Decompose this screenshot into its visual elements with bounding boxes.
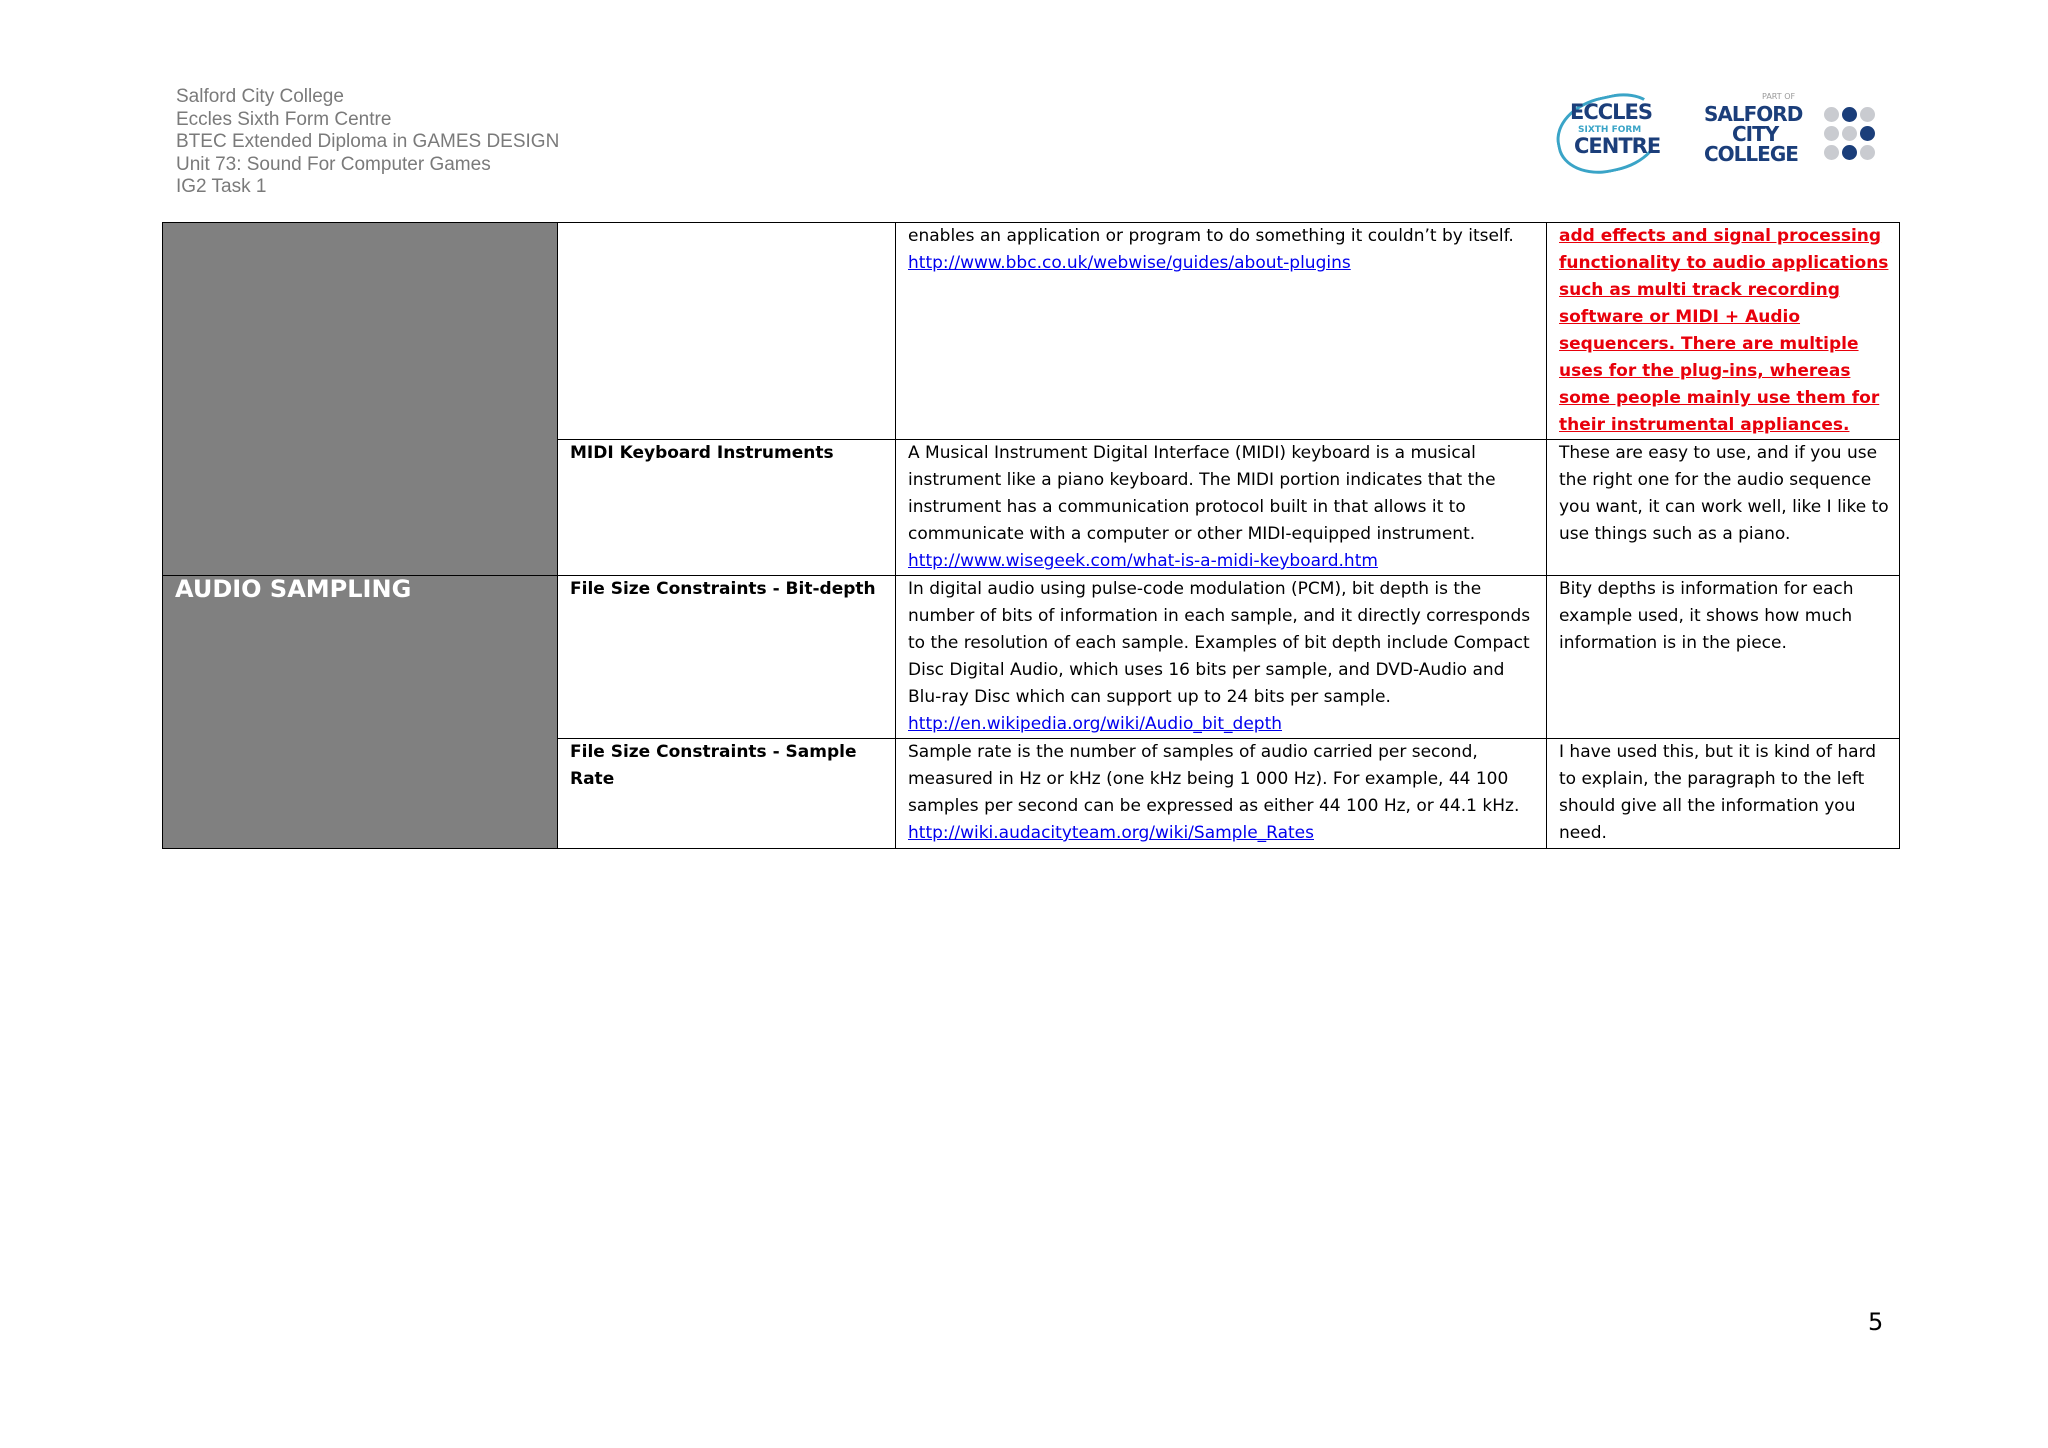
topic-cell: File Size Constraints - Bit-depth: [558, 576, 896, 739]
header-college: Salford City College: [176, 86, 344, 107]
topic-cell: File Size Constraints - Sample Rate: [558, 739, 896, 849]
content-table: [162, 222, 1900, 849]
reference-link[interactable]: http://www.bbc.co.uk/webwise/guides/about-plugins: [908, 253, 1351, 273]
topic-cell: [558, 223, 896, 440]
reference-link[interactable]: http://www.wisegeek.com/what-is-a-midi-keyboard.htm: [908, 551, 1378, 571]
document-header: [176, 86, 559, 199]
dot-icon: [1860, 126, 1875, 141]
page-number: 5: [1868, 1308, 1884, 1336]
table-row: [163, 223, 1900, 440]
dot-icon: [1824, 145, 1839, 160]
dot-icon: [1842, 145, 1857, 160]
red-note: add effects and signal processing functionality to audio applications such as multi track recording software or MIDI + Audio sequencers. There are multiple uses for the plug-ins, whereas some people mainly use them for their instrumental appliances.: [1559, 226, 1889, 435]
description-cell: In digital audio using pulse-code modulation (PCM), bit depth is the number of bits of information in each sample, and it directly corresponds to the resolution of each sample. Examples of bit depth include Compact Disc Digital Audio, which uses 16 bits per sample, and DVD-Audio and Blu-ray Disc which can support up to 24 bits per sample. http://en.wikipedia.org/wiki/Audio_bit_depth: [896, 576, 1547, 739]
dot-icon: [1824, 107, 1839, 122]
description-cell: A Musical Instrument Digital Interface (MIDI) keyboard is a musical instrument like a piano keyboard. The MIDI portion indicates that the instrument has a communication protocol built in that allows it to communicate with a computer or other MIDI-equipped instrument. http://www.wisegeek.com/what-is-a-midi-keyboard.htm: [896, 440, 1547, 576]
comment-cell: These are easy to use, and if you use the right one for the audio sequence you want, it can work well, like I like to use things such as a piano.: [1547, 440, 1900, 576]
dot-icon: [1842, 126, 1857, 141]
header-course: BTEC Extended Diploma in GAMES DESIGN: [176, 131, 560, 153]
dot-icon: [1824, 126, 1839, 141]
dot-icon: [1860, 107, 1875, 122]
header-task: IG2 Task 1: [176, 176, 267, 198]
comment-cell: Bity depths is information for each example used, it shows how much information is in the piece.: [1547, 576, 1900, 739]
description-cell: enables an application or program to do something it couldn’t by itself. http://www.bbc.co.uk/webwise/guides/about-plugins: [896, 223, 1547, 440]
topic-cell: MIDI Keyboard Instruments: [558, 440, 896, 576]
salford-city-college-logo: PART OF SALFORD CITY COLLEGE: [1704, 90, 1876, 172]
header-unit: Unit 73: Sound For Computer Games: [176, 153, 491, 175]
header-centre: Eccles Sixth Form Centre: [176, 108, 392, 130]
dot-icon: [1842, 107, 1857, 122]
dot-icon: [1860, 145, 1875, 160]
reference-link[interactable]: http://wiki.audacityteam.org/wiki/Sample_Rates: [908, 823, 1314, 843]
header-logos: [1556, 90, 1876, 172]
section-cell-previous: [163, 223, 558, 576]
comment-cell: [1547, 223, 1900, 440]
description-cell: Sample rate is the number of samples of audio carried per second, measured in Hz or kHz (one kHz being 1 000 Hz). For example, 44 100 samples per second can be expressed as either 44 100 Hz, or 44.1 kHz. http://wiki.audacityteam.org/wiki/Sample_Rates: [896, 739, 1547, 849]
reference-link[interactable]: http://en.wikipedia.org/wiki/Audio_bit_depth: [908, 714, 1283, 734]
table-row: [163, 576, 1900, 739]
section-cell-audio-sampling: AUDIO SAMPLING: [163, 576, 558, 849]
eccles-centre-logo: ECCLES SIXTH FORM CENTRE: [1556, 90, 1666, 172]
comment-cell: I have used this, but it is kind of hard to explain, the paragraph to the left should give all the information you need.: [1547, 739, 1900, 849]
